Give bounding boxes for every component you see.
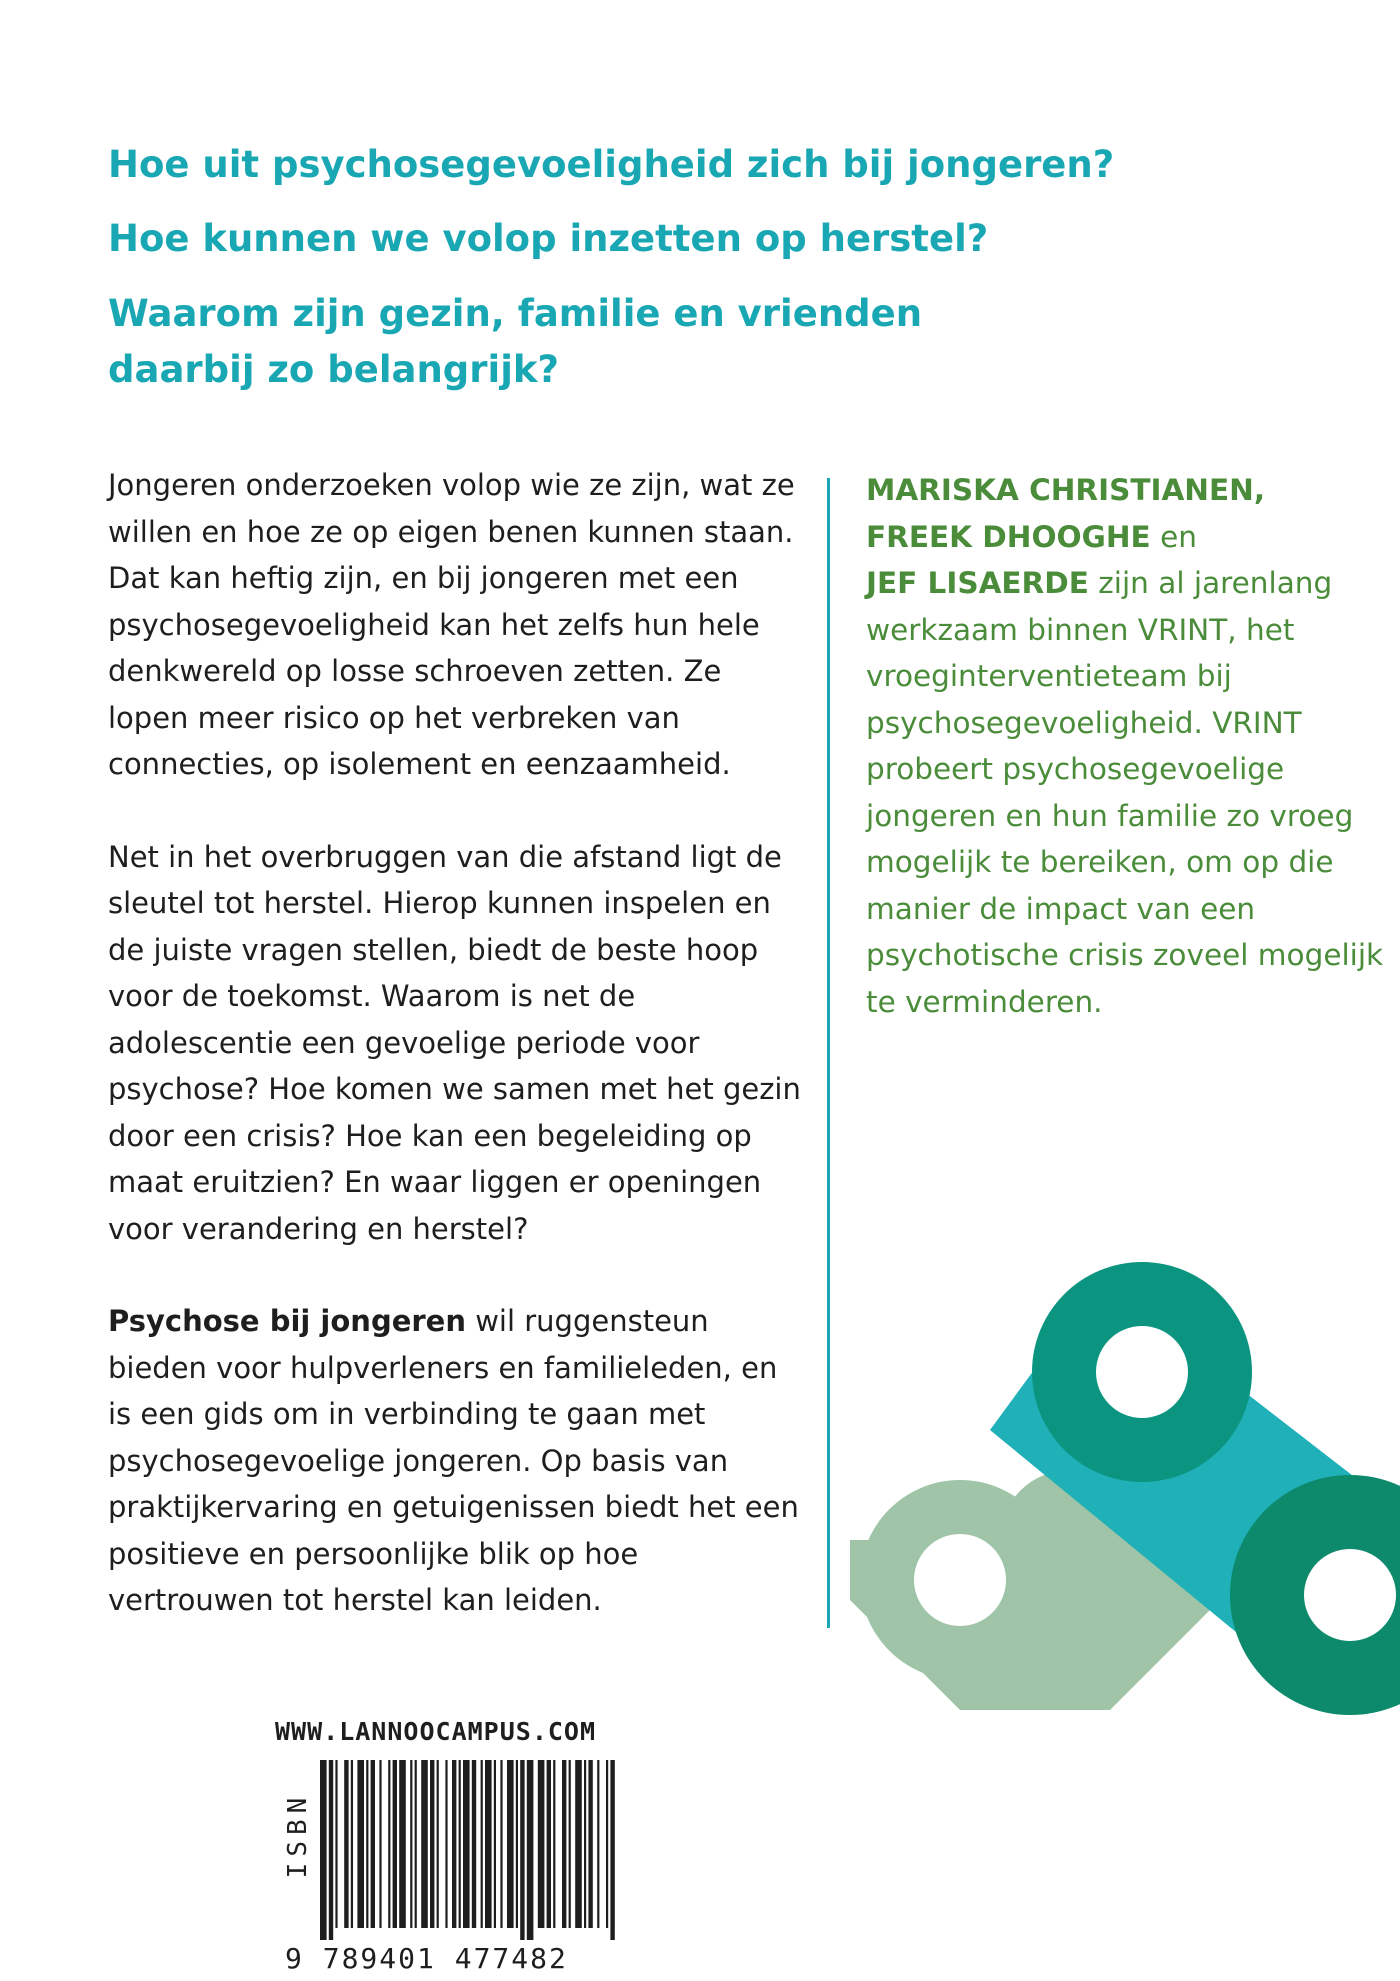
isbn-number: 9 789401 477482 — [285, 1942, 568, 1975]
barcode — [318, 1760, 618, 1940]
barcode-bar — [371, 1760, 375, 1928]
barcode-bar — [481, 1760, 483, 1928]
blurb-paragraph-2: Net in het overbruggen van die afstand ligt de sleutel tot herstel. Hierop kunnen inspelen en de juiste vragen stellen, biedt de beste hoop voor de toekomst. Waarom is net de adolescentie een gevoelige periode voor psychose? Hoe komen we samen met het gezin door een crisis? Hoe kan een begeleiding op maat eruitzien? En waar liggen er openingen voor verandering en herstel? — [108, 839, 801, 1246]
barcode-bar — [437, 1760, 439, 1928]
barcode-bar — [584, 1760, 586, 1928]
author-bio — [866, 467, 1386, 1025]
barcode-bar — [399, 1760, 406, 1928]
barcode-bar — [452, 1760, 456, 1928]
blurb-column — [108, 462, 808, 1670]
barcode-bar — [538, 1760, 545, 1928]
publisher-url: WWW.LANNOOCAMPUS.COM — [275, 1717, 597, 1746]
barcode-bar — [344, 1760, 348, 1928]
barcode-bar — [463, 1760, 470, 1928]
author-bio-body: zijn al jarenlang werkzaam binnen VRINT, het vroeginterventieteam bij psychosegevoeligheid. VRINT probeert psychosegevoelige jongeren en hun familie zo vroeg mogelijk te bereiken, om op die manier de impact van een psychotische crisis zoveel mogelijk te verminderen. — [866, 566, 1384, 1019]
barcode-bar — [366, 1760, 368, 1928]
author-bio-text — [866, 467, 1386, 1025]
blurb-paragraph-3-text: wil ruggensteun bieden voor hulpverleners en familieleden, en is een gids om in verbinding te gaan met psychosegevoelige jongeren. Op basis van praktijkervaring en getuigenissen biedt het een positieve en persoonlijke blik op hoe vertrouwen tot herstel kan leiden. — [108, 1304, 799, 1617]
author-joiner: en — [1150, 519, 1197, 554]
question-3: Waarom zijn gezin, familie en vrienden daarbij zo belangrijk? — [108, 292, 923, 391]
barcode-bar — [507, 1760, 514, 1928]
barcode-bar — [415, 1760, 417, 1928]
barcode-bar — [520, 1760, 524, 1940]
question-2: Hoe kunnen we volop inzetten op herstel? — [108, 217, 989, 260]
chain-hole-3 — [1304, 1549, 1396, 1641]
barcode-bar — [606, 1760, 608, 1928]
barcode-bar — [430, 1760, 434, 1928]
isbn-label — [278, 1775, 318, 1895]
author-name-3: JEF LISAERDE — [866, 566, 1089, 600]
barcode-bar — [516, 1760, 518, 1928]
barcode-bar — [393, 1760, 397, 1928]
barcode-bar — [388, 1760, 390, 1928]
barcode-bar — [379, 1760, 381, 1928]
barcode-bar — [494, 1760, 496, 1928]
barcode-bar — [472, 1760, 476, 1928]
barcode-bar — [597, 1760, 599, 1928]
chain-hole-2 — [1096, 1326, 1188, 1418]
barcode-bar — [445, 1760, 447, 1928]
barcode-bar — [485, 1760, 492, 1928]
question-list — [108, 138, 1308, 418]
blurb-paragraph-1: Jongeren onderzoeken volop wie ze zijn, wat ze willen en hoe ze op eigen benen kunnen staan. Dat kan heftig zijn, en bij jongeren met een psychosegevoeligheid kan het zelfs hun hele denkwereld op losse schroeven zetten. Ze lopen meer risico op het verbreken van connecties, op isolement en eenzaamheid. — [108, 468, 795, 781]
barcode-bar — [527, 1760, 534, 1940]
chain-link-graphic — [850, 1240, 1400, 1740]
question-1: Hoe uit psychosegevoeligheid zich bij jongeren? — [108, 143, 1115, 186]
author-name-2: FREEK DHOOGHE — [866, 519, 1151, 554]
isbn-label-text: ISBN — [283, 1791, 313, 1879]
barcode-bar — [575, 1760, 582, 1928]
book-title: Psychose bij jongeren — [108, 1304, 466, 1338]
barcode-bar — [357, 1760, 364, 1928]
barcode-bar — [459, 1760, 461, 1928]
barcode-bar — [329, 1760, 333, 1940]
barcode-bar — [588, 1760, 592, 1928]
author-name-1: MARISKA CHRISTIANEN, — [866, 473, 1266, 507]
blurb-paragraph-3 — [108, 1298, 808, 1624]
barcode-bar — [351, 1760, 353, 1928]
barcode-bar — [335, 1760, 337, 1928]
barcode-bar — [569, 1760, 571, 1928]
barcode-bar — [421, 1760, 428, 1928]
barcode-bar — [410, 1760, 412, 1928]
barcode-bar — [553, 1760, 555, 1928]
barcode-bar — [610, 1760, 614, 1940]
column-divider — [827, 478, 830, 1628]
barcode-bar — [547, 1760, 551, 1928]
barcode-bar — [562, 1760, 566, 1928]
barcode-bar — [320, 1760, 327, 1940]
barcode-bar — [500, 1760, 502, 1928]
chain-hole-1 — [914, 1534, 1006, 1626]
